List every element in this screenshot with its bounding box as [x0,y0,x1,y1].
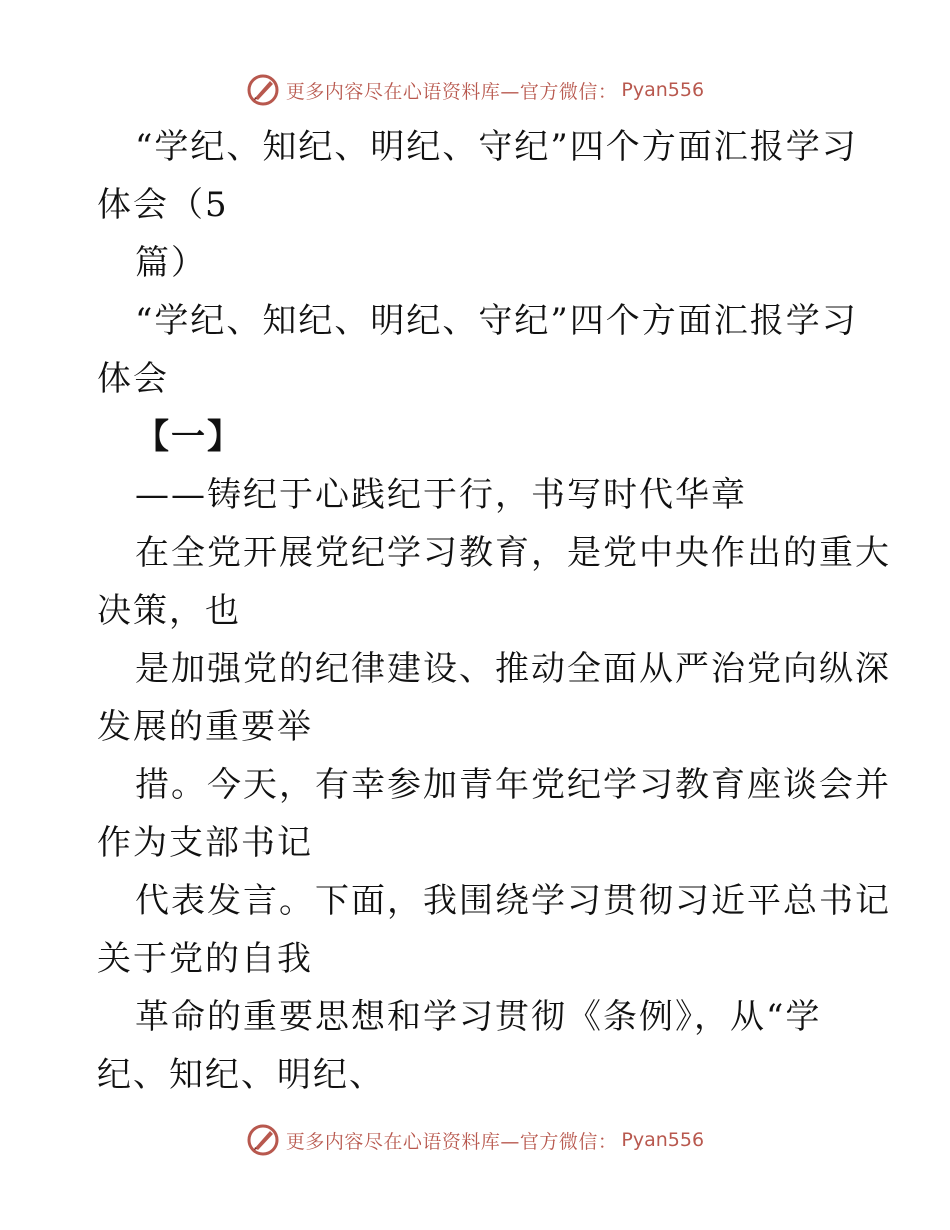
watermark-header [0,70,950,110]
paragraph-line: 革命的重要思想和学习贯彻《条例》，从“学 [135,997,822,1037]
document-body [97,118,891,1104]
watermark-wechat-id: Pyan556 [621,1129,705,1151]
paragraph-line: 作为支部书记 [97,823,313,863]
subtitle-line-2: 体会 [97,359,169,399]
pen-logo-icon [246,73,280,107]
paragraph-line: 关于党的自我 [97,939,313,979]
section-heading: 【一】 [135,417,243,457]
paragraph-line: 发展的重要举 [97,707,313,747]
title-line-1: “学纪、知纪、明纪、守纪”四个方面汇报学习 [135,127,858,167]
watermark-text: 更多内容尽在心语资料库—官方微信： [285,1130,618,1153]
paragraph-line: 决策，也 [97,591,241,631]
title-line-3: 篇） [135,243,207,283]
section-subtitle: ——铸纪于心践纪于行，书写时代华章 [135,475,747,515]
watermark-text: 更多内容尽在心语资料库—官方微信： [285,80,618,103]
watermark-wechat-id: Pyan556 [621,79,705,101]
watermark-footer [0,1120,950,1160]
subtitle-line-1: “学纪、知纪、明纪、守纪”四个方面汇报学习 [135,301,858,341]
paragraph-line: 措。今天，有幸参加青年党纪学习教育座谈会并 [135,765,891,805]
paragraph-line: 代表发言。下面，我围绕学习贯彻习近平总书记 [135,881,891,921]
title-line-2: 体会（5 [97,185,229,225]
paragraph-line: 纪、知纪、明纪、 [97,1055,385,1095]
paragraph-line: 是加强党的纪律建设、推动全面从严治党向纵深 [135,649,891,689]
pen-logo-icon [246,1123,280,1157]
paragraph-line: 在全党开展党纪学习教育，是党中央作出的重大 [135,533,891,573]
